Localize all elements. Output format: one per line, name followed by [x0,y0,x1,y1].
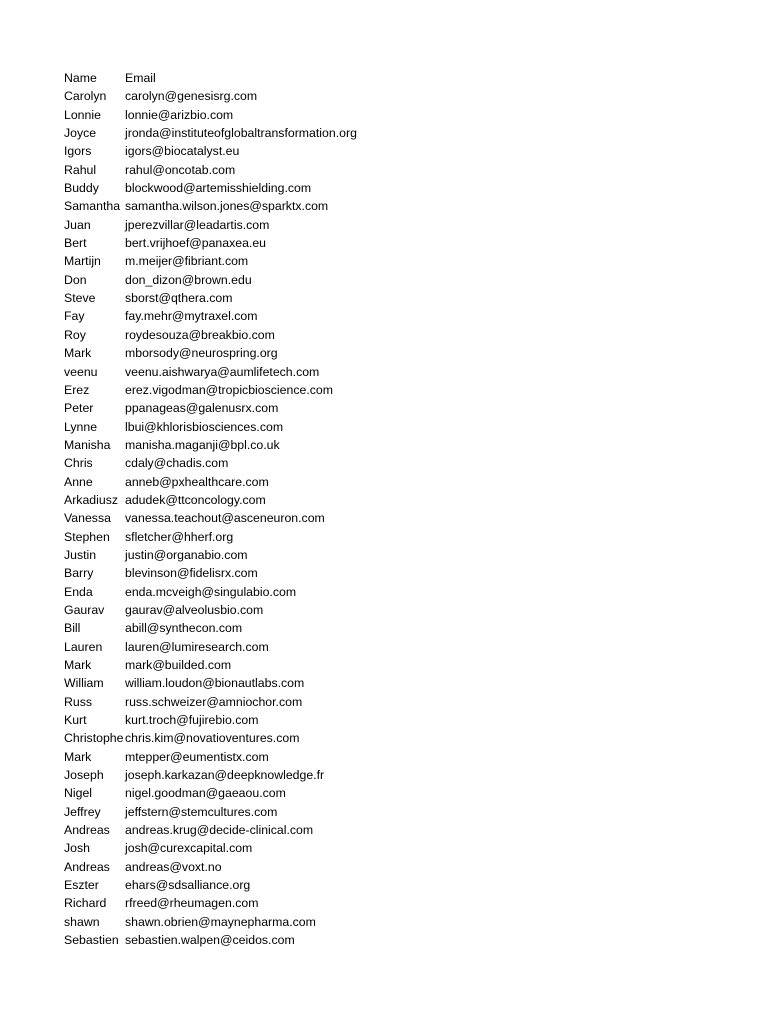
email-cell: manisha.maganji@bpl.co.uk [125,437,280,452]
name-cell: Roy [64,327,86,342]
table-row [64,106,724,124]
table-row [64,216,724,234]
email-cell: kurt.troch@fujirebio.com [125,713,259,728]
table-row [64,748,724,766]
name-cell: Gaurav [64,602,105,617]
table-row [64,674,724,692]
name-cell: Lauren [64,639,103,654]
name-cell: veenu [64,364,98,379]
email-cell: mborsody@neurospring.org [125,346,278,361]
name-cell: Joyce [64,126,97,141]
table-row [64,454,724,472]
name-cell: Manisha [64,437,111,452]
email-cell: enda.mcveigh@singulabio.com [125,584,297,599]
name-cell: Joseph [64,768,104,783]
table-row [64,638,724,656]
email-cell: chris.kim@novatioventures.com [125,731,300,746]
email-cell: jeffstern@stemcultures.com [125,804,278,819]
name-cell: Steve [64,291,96,306]
email-cell: adudek@ttconcology.com [125,492,266,507]
table-row [64,197,724,215]
name-cell: Martijn [64,254,101,269]
name-cell: Kurt [64,713,87,728]
table-row [64,252,724,270]
email-cell: lonnie@arizbio.com [125,107,234,122]
table-row [64,326,724,344]
name-cell: Nigel [64,786,93,801]
email-cell: m.meijer@fibriant.com [125,254,249,269]
name-cell: Lynne [64,419,98,434]
name-cell: Richard [64,896,107,911]
name-cell: Samantha [64,199,121,214]
table-row [64,858,724,876]
email-cell: lbui@khlorisbiosciences.com [125,419,284,434]
email-cell: mark@builded.com [125,658,232,672]
name-cell: Carolyn [64,89,107,104]
email-cell: gaurav@alveolusbio.com [125,602,264,617]
email-cell: ppanageas@galenusrx.com [125,401,279,416]
name-cell: Eszter [64,878,99,893]
email-cell: william.loudon@bionautlabs.com [125,676,305,691]
name-cell: Erez [64,382,90,397]
email-cell: andreas.krug@decide-clinical.com [125,823,314,838]
table-row [64,528,724,546]
name-cell: Russ [64,694,93,709]
table-row [64,803,724,821]
table-row [64,124,724,142]
name-cell: shawn [64,914,100,929]
column-header-email: Email [125,71,156,85]
name-cell: Christophe [64,731,124,746]
name-cell: Rahul [64,162,97,177]
email-cell: lauren@lumiresearch.com [125,639,269,654]
name-cell: Arkadiusz [64,492,118,507]
name-cell: William [64,676,104,691]
table-row [64,179,724,197]
table-row [64,344,724,362]
table-row [64,656,724,674]
table-row [64,766,724,784]
name-cell: Vanessa [64,511,111,526]
name-cell: Igors [64,144,92,159]
table-row [64,894,724,912]
name-cell: Andreas [64,823,110,838]
email-cell: blevinson@fidelisrx.com [125,566,258,581]
name-cell: Bert [64,236,87,251]
table-row [64,418,724,436]
email-cell: fay.mehr@mytraxel.com [125,309,258,324]
table-body [64,87,724,949]
email-cell: josh@curexcapital.com [125,841,253,856]
table-row [64,583,724,601]
name-cell: Fay [64,309,85,324]
table-row [64,142,724,160]
table-row [64,381,724,399]
name-cell: Josh [64,841,90,856]
name-cell: Lonnie [64,107,101,122]
email-cell: sfletcher@hherf.org [125,529,234,544]
table-row [64,473,724,491]
email-cell: shawn.obrien@maynepharma.com [125,914,316,929]
table-row [64,711,724,729]
email-cell: sebastien.walpen@ceidos.com [125,933,295,948]
table-row [64,509,724,527]
name-cell: Juan [64,217,91,232]
email-cell: sborst@qthera.com [125,291,233,306]
email-cell: blockwood@artemisshielding.com [125,181,312,196]
name-cell: Justin [64,547,97,562]
name-cell: Mark [64,749,92,764]
email-cell: nigel.goodman@gaeaou.com [125,786,286,801]
email-cell: andreas@voxt.no [125,859,222,874]
table-row [64,289,724,307]
email-cell: rahul@oncotab.com [125,162,236,177]
table-row [64,234,724,252]
email-cell: vanessa.teachout@asceneuron.com [125,511,325,526]
email-cell: justin@organabio.com [125,547,248,562]
email-cell: anneb@pxhealthcare.com [125,474,269,489]
table-row [64,619,724,637]
table-row [64,601,724,619]
name-cell: Chris [64,456,93,471]
email-cell: bert.vrijhoef@panaxea.eu [125,236,267,251]
name-cell: Anne [64,474,93,489]
name-cell: Jeffrey [64,804,101,819]
table-row [64,307,724,325]
name-cell: Enda [64,584,93,599]
table-row [64,564,724,582]
email-cell: roydesouza@breakbio.com [125,327,275,342]
email-cell: igors@biocatalyst.eu [125,144,240,159]
contact-table [64,69,724,950]
table-row [64,729,724,747]
email-cell: erez.vigodman@tropicbioscience.com [125,382,333,397]
name-cell: Stephen [64,529,110,544]
name-cell: Andreas [64,859,110,874]
table-row [64,436,724,454]
email-cell: abill@synthecon.com [125,621,243,636]
email-cell: ehars@sdsalliance.org [125,878,251,893]
name-cell: Barry [64,566,94,581]
table-row [64,363,724,381]
email-cell: veenu.aishwarya@aumlifetech.com [125,364,320,379]
name-cell: Sebastien [64,933,119,948]
name-cell: Mark [64,346,92,361]
table-row [64,271,724,289]
table-row [64,546,724,564]
email-cell: cdaly@chadis.com [125,456,229,471]
table-row [64,913,724,931]
table-row [64,399,724,417]
table-row [64,821,724,839]
table-row [64,876,724,894]
email-cell: don_dizon@brown.edu [125,272,252,287]
email-cell: samantha.wilson.jones@sparktx.com [125,199,329,214]
table-row [64,784,724,802]
name-cell: Mark [64,658,92,672]
email-cell: rfreed@rheumagen.com [125,896,259,911]
email-cell: jronda@instituteofglobaltransformation.org [125,126,357,141]
table-row [64,161,724,179]
table-row [64,491,724,509]
table-row [64,839,724,857]
table-row [64,931,724,949]
email-cell: carolyn@genesisrg.com [125,89,258,104]
column-header-name: Name [64,71,97,85]
email-cell: jperezvillar@leadartis.com [125,217,270,232]
name-cell: Bill [64,621,81,636]
name-cell: Buddy [64,181,99,196]
email-cell: mtepper@eumentistx.com [125,749,269,764]
header-row [64,69,724,87]
email-cell: joseph.karkazan@deepknowledge.fr [125,768,325,783]
table-row [64,87,724,105]
email-cell: russ.schweizer@amniochor.com [125,694,303,709]
name-cell: Don [64,272,87,287]
name-cell: Peter [64,401,94,416]
table-row [64,693,724,711]
